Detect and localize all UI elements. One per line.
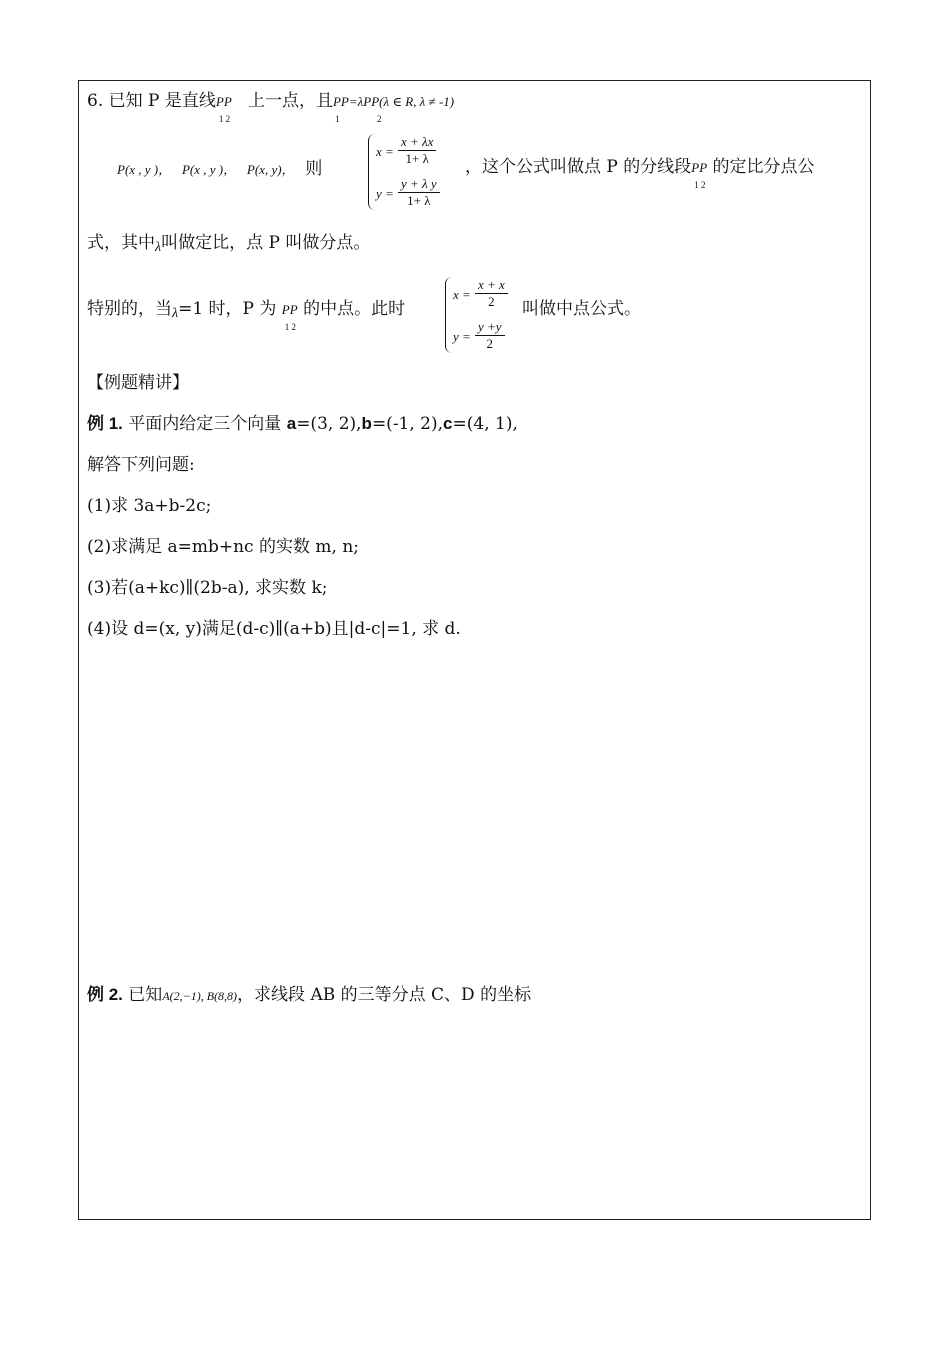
item6-after-system <box>465 156 815 190</box>
mid-x-fraction <box>475 277 508 310</box>
example1-label: 例 1. <box>87 414 123 433</box>
lambda-condition: (λ ∈ R, λ ≠ -1) <box>379 94 455 109</box>
example1-line2: 解答下列问题: <box>87 455 195 475</box>
section-y-numerator: y + λ y <box>398 176 440 193</box>
item6-line3 <box>87 232 370 259</box>
left-brace <box>368 134 375 210</box>
section-y-lhs: y = <box>376 186 394 201</box>
example1-question4: (4)设 d=(x, y)满足(d-c)∥(a+b)且|d-c|=1, 求 d. <box>87 619 461 639</box>
special-end: 叫做中点公式。 <box>522 299 641 319</box>
midpoint-end <box>522 298 641 320</box>
special-post: 的中点。此时 <box>303 299 406 319</box>
mid-y-denominator: 2 <box>486 336 494 351</box>
vector-a: a <box>286 414 297 433</box>
special-mid: =1 时，P 为 <box>178 299 277 319</box>
mid-x-lhs: x = <box>453 287 471 302</box>
lambda-symbol: λ <box>155 240 162 255</box>
after-system-text: ，这个公式叫做点 P 的分线段 <box>465 157 692 177</box>
after-system-text-2: 的定比分点公 <box>712 157 815 177</box>
lambda-symbol-2: λ <box>172 306 179 321</box>
item6-on-line: 上一点，且 <box>247 91 333 111</box>
line3-text: 式，其中 <box>87 233 155 253</box>
example1-question1: (1)求 3a+b-2c; <box>87 496 212 516</box>
midpoint-formula-system <box>445 275 525 355</box>
left-brace-2 <box>445 277 452 353</box>
mid-x-numerator: x + x <box>475 277 508 294</box>
vector-b-value: =(-1, 2), <box>371 414 444 434</box>
vector-a-value: =(3, 2), <box>296 414 362 434</box>
example2-text-a: 已知 <box>122 985 163 1005</box>
vector-c-value: =(4, 1), <box>452 414 518 434</box>
section-formula-system <box>368 132 458 212</box>
line3-text-b: 叫做定比，点 P 叫做分点。 <box>161 233 371 253</box>
midpoint-line <box>87 298 406 332</box>
vector-b: b <box>361 414 372 433</box>
mid-y-lhs: y = <box>453 329 471 344</box>
point-p: P(x, y)， <box>246 162 295 177</box>
section-heading: 【例题精讲】 <box>87 373 189 393</box>
section-x-fraction <box>398 134 436 167</box>
vector-c: c <box>443 414 453 433</box>
point-p1: P(x , y )， <box>117 162 172 177</box>
section-x-lhs: x = <box>376 144 394 159</box>
special-pre: 特别的，当 <box>87 299 172 319</box>
example1-question3: (3)若(a+kc)∥(2b-a), 求实数 k; <box>87 578 328 598</box>
example1-text: 平面内给定三个向量 <box>122 414 287 434</box>
mid-x-denominator: 2 <box>488 294 495 309</box>
mid-y-numerator: y +y <box>475 319 505 336</box>
example1-question2: (2)求满足 a=mb+nc 的实数 m, n; <box>87 537 359 557</box>
then-word: 则 <box>305 159 323 179</box>
point-p2: P(x , y )， <box>181 162 237 177</box>
example2-line <box>87 984 531 1007</box>
section-x-denominator: 1+ λ <box>405 151 429 166</box>
section-x-numerator: x + λx <box>398 134 436 151</box>
item6-points <box>117 158 322 181</box>
p1p2-segment: PP 1 2 <box>215 94 232 124</box>
mid-y-fraction <box>475 319 505 352</box>
section-y-fraction <box>398 176 440 209</box>
item6-intro: 6. 已知 P 是直线 <box>87 91 216 111</box>
example2-label: 例 2. <box>87 985 123 1004</box>
section-y-denominator: 1+ λ <box>407 193 431 208</box>
example1-line1 <box>87 413 518 435</box>
vector-equation: PP=λPP 1 2 <box>332 94 382 124</box>
p1p2-segment-2: PP 1 2 <box>691 160 708 190</box>
p1p2-segment-3: PP 1 2 <box>281 302 298 332</box>
example2-points: A(2,−1), B(8,8) <box>162 989 238 1003</box>
item6-line1 <box>87 90 455 124</box>
example2-text-b: ，求线段 AB 的三等分点 C、D 的坐标 <box>237 985 532 1005</box>
